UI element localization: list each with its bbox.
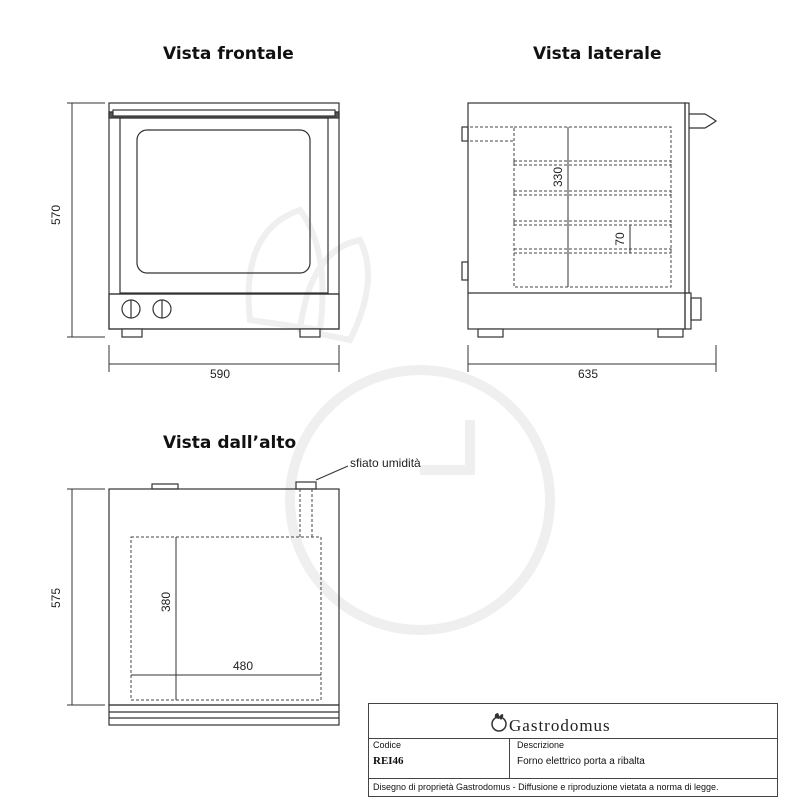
side-shelf-spacing-dimension: 70 xyxy=(613,232,627,246)
top-view-title: Vista dall’alto xyxy=(163,433,297,453)
side-inner-cavity xyxy=(470,127,671,287)
side-view-title: Vista laterale xyxy=(533,44,662,64)
top-depth-dimension: 575 xyxy=(49,587,63,609)
front-view-title: Vista frontale xyxy=(163,44,294,64)
brand-logo-icon xyxy=(489,712,509,734)
code-value: REI46 xyxy=(373,755,404,767)
copyright-footer: Disegno di proprietà Gastrodomus - Diffusione e riproduzione vietata a norma di legge. xyxy=(373,782,719,792)
description-label: Descrizione xyxy=(517,740,565,750)
code-label: Codice xyxy=(373,740,402,750)
top-view xyxy=(109,482,339,725)
side-view xyxy=(462,103,716,337)
top-inner-depth-dimension: 380 xyxy=(159,591,173,613)
description-value: Forno elettrico porta a ribalta xyxy=(517,756,645,767)
front-width-dimension: 590 xyxy=(209,367,231,381)
vent-label: sfiato umidità xyxy=(350,456,421,470)
title-block xyxy=(368,703,778,797)
brand-name: Gastrodomus xyxy=(509,716,611,735)
top-inner-width-dimension: 480 xyxy=(232,659,254,673)
side-inner-height-dimension: 330 xyxy=(551,166,565,188)
front-height-dimension: 570 xyxy=(49,204,63,226)
side-depth-dimension: 635 xyxy=(577,367,599,381)
